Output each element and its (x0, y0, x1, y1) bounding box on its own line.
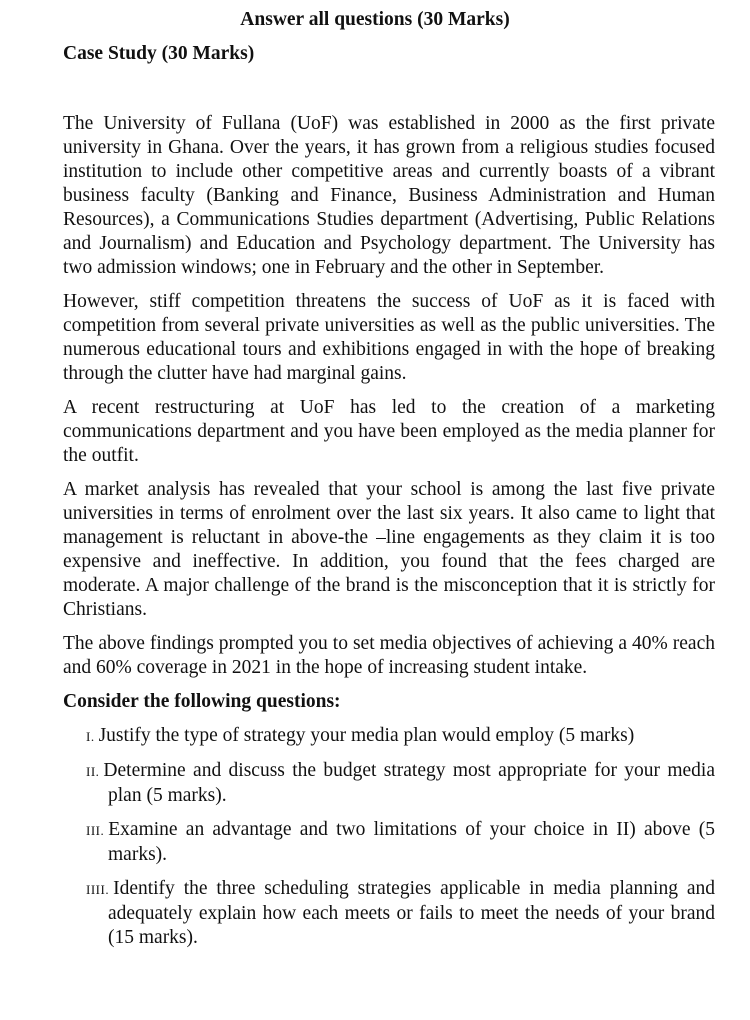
question-item-1 (63, 724, 715, 749)
question-number: II. (86, 764, 100, 779)
question-text: Identify the three scheduling strategies applicable in media planning and adequately explain how each meets or fails to meet the needs of your brand (15 marks). (108, 878, 715, 948)
case-study-body (63, 112, 715, 960)
question-number: IIII. (86, 882, 110, 897)
paragraph-market-analysis: A market analysis has revealed that your school is among the last five private universities in terms of enrolment over the last six years. It also came to light that management is reluctant in above-the –line engagements as they claim it is too expensive and ineffective. In addition, you found that the fees charged are moderate. A major challenge of the brand is the misconception that it is strictly for Christians. (63, 479, 715, 620)
question-item-2 (63, 759, 715, 808)
question-item-4 (63, 877, 715, 950)
question-number: I. (86, 729, 95, 744)
section-title: Case Study (30 Marks) (63, 43, 255, 64)
page-title: Answer all questions (30 Marks) (240, 9, 510, 30)
paragraph-intro: The University of Fullana (UoF) was established in 2000 as the first private university in Ghana. Over the years, it has grown from a religious studies focused institution to include other competitive areas and currently boasts of a vibrant business faculty (Banking and Finance, Business Administration and Human Resources), a Communications Studies department (Advertising, Public Relations and Journalism) and Education and Psychology department. The University has two admission windows; one in February and the other in September. (63, 113, 715, 278)
question-number: III. (86, 823, 105, 838)
paragraph-competition: However, stiff competition threatens the success of UoF as it is faced with competition from several private universities as well as the public universities. The numerous educational tours and exhibitions engaged in with the hope of breaking through the clutter have had marginal gains. (63, 291, 715, 384)
question-text: Determine and discuss the budget strategy most appropriate for your media plan (5 marks). (103, 760, 715, 806)
paragraph-objectives: The above findings prompted you to set media objectives of achieving a 40% reach and 60% coverage in 2021 in the hope of increasing student intake. (63, 633, 715, 678)
question-text: Examine an advantage and two limitations of your choice in II) above (5 marks). (108, 819, 715, 865)
question-item-3 (63, 818, 715, 867)
question-text: Justify the type of strategy your media plan would employ (5 marks) (98, 725, 635, 746)
questions-heading: Consider the following questions: (63, 691, 341, 712)
paragraph-restructuring: A recent restructuring at UoF has led to the creation of a marketing communications department and you have been employed as the media planner for the outfit. (63, 397, 715, 466)
